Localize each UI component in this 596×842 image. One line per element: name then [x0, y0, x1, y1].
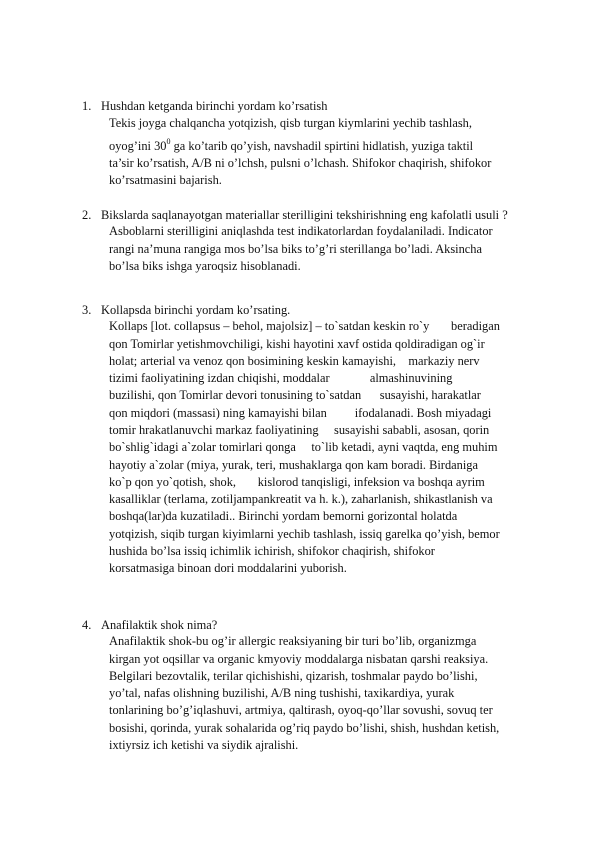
answer-line: Tekis joyga chalqancha yotqizish, qisb turgan kiymlarini yechib tashlash, [109, 116, 472, 131]
answer-line: yo’tal, nafas olishning buzilishi, A/B ning tushishi, taxikardiya, yurak [109, 686, 455, 701]
answer-line: tonlarining bo’g’iqlashuvi, artmiya, qaltirash, oyoq-qo’llar sovushi, sovuq ter [109, 703, 493, 718]
answer-line-fragment: oyog’ini 30 [109, 138, 167, 153]
question-heading [82, 98, 562, 114]
question-section-3 [82, 302, 562, 578]
answer-line: tomir hrakatlanuvchi markaz faoliyatining susayishi sababli, asosan, qorin [109, 422, 490, 437]
answer-text [109, 633, 562, 754]
question-text: Bikslarda saqlanayotgan materiallar sterilligini tekshirishning eng kafolatli usuli ? [101, 208, 508, 222]
answer-line: Asboblarni sterilligini aniqlashda test indikatorlardan foydalaniladi. Indicator [109, 224, 493, 239]
answer-line: ta’sir ko’rsatish, A/B ni o’lchsh, pulsni o’lchash. Shifokor chaqirish, shifokor [109, 155, 492, 170]
question-heading [82, 617, 562, 633]
question-heading [82, 207, 562, 223]
answer-line: kirgan yot oqsillar va organic kmyoviy moddalarga nisbatan qarshi reaksiya. [109, 651, 489, 666]
answer-line: bo`shlig`idagi a`zolar tomirlari qonga to`lib ketadi, ayni vaqtda, eng muhim [109, 440, 498, 455]
answer-line: bo’lsa biks ishga yaroqsiz hisoblanadi. [109, 258, 301, 273]
answer-text [109, 223, 562, 275]
answer-text [109, 115, 562, 189]
question-section-2 [82, 207, 562, 275]
answer-line: holat; arterial va venoz qon bosimining keskin kamayishi, markaziy nerv [109, 353, 480, 368]
question-section-1 [82, 98, 562, 189]
answer-line: kasalliklar (terlama, zotiljampankreatit va h. k.), zaharlanish, shikastlanish va [109, 492, 493, 507]
answer-line: hayotiy a`zolar (miya, yurak, teri, mushaklarga qon kam boradi. Birdaniga [109, 457, 478, 472]
question-text: Kollapsda birinchi yordam ko’rsating. [101, 303, 291, 317]
answer-line: rangi na’muna rangiga mos bo’lsa biks to’g’ri sterillanga bo’ladi. Aksincha [109, 241, 483, 256]
answer-line: bosishi, qorinda, yurak sohalarida og’riq paydo bo’lishi, shish, hushdan ketish, [109, 720, 500, 735]
answer-line: Belgilari bezovtalik, terilar qichishishi, qizarish, toshmalar paydo bo’lishi, [109, 668, 478, 683]
answer-line: hushida bo’lsa issiq ichimlik ichirish, shifokor chaqirish, shifokor [109, 544, 435, 559]
question-number: 4. [82, 618, 92, 632]
question-number: 1. [82, 99, 92, 113]
answer-line: ixtiyrsiz ich ketishi va siydik ajralishi. [109, 737, 299, 752]
answer-line: korsatmasiga binoan dori moddalarini yuborish. [109, 561, 347, 576]
question-section-4 [82, 617, 562, 754]
answer-line: buzilishi, qon Tomirlar devori tonusining to`satdan susayishi, harakatlar [109, 388, 481, 403]
answer-line: ko’rsatmasini bajarish. [109, 173, 222, 188]
answer-line: qon Tomirlar yetishmovchiligi, kishi hayotini xavf ostida qoldiradigan og`ir [109, 336, 485, 351]
answer-line: Anafilaktik shok-bu og’ir allergic reaksiyaning bir turi bo’lib, organizmga [109, 634, 477, 649]
question-heading [82, 302, 562, 318]
question-number: 2. [82, 208, 92, 222]
question-text: Anafilaktik shok nima? [101, 618, 218, 632]
answer-line: qon miqdori (massasi) ning kamayishi bilan ifodalanadi. Bosh miyadagi [109, 405, 492, 420]
answer-line: ko`p qon yo`qotish, shok, kislorod tanqisligi, infeksion va boshqa ayrim [109, 474, 485, 489]
answer-line: tizimi faoliyatining izdan chiqishi, moddalar almashinuvining [109, 371, 453, 386]
answer-line-fragment: ga ko’tarib qo’yish, navshadil spirtini hidlatish, yuziga taktil [173, 138, 474, 153]
answer-line: yotqizish, siqib turgan kiyimlarni yechib tashlash, issiq garelka qo’yish, bemor [109, 526, 500, 541]
question-number: 3. [82, 303, 92, 317]
question-text: Hushdan ketganda birinchi yordam ko’rsatish [101, 99, 328, 113]
answer-line: boshqa(lar)da kuzatiladi.. Birinchi yordam bemorni gorizontal holatda [109, 509, 458, 524]
answer-line [109, 133, 562, 155]
answer-text [109, 318, 562, 577]
answer-line: Kollaps [lot. collapsus – behol, majolsiz] – to`satdan keskin ro`y beradigan [109, 319, 500, 334]
degree-superscript: 0 [166, 136, 171, 146]
